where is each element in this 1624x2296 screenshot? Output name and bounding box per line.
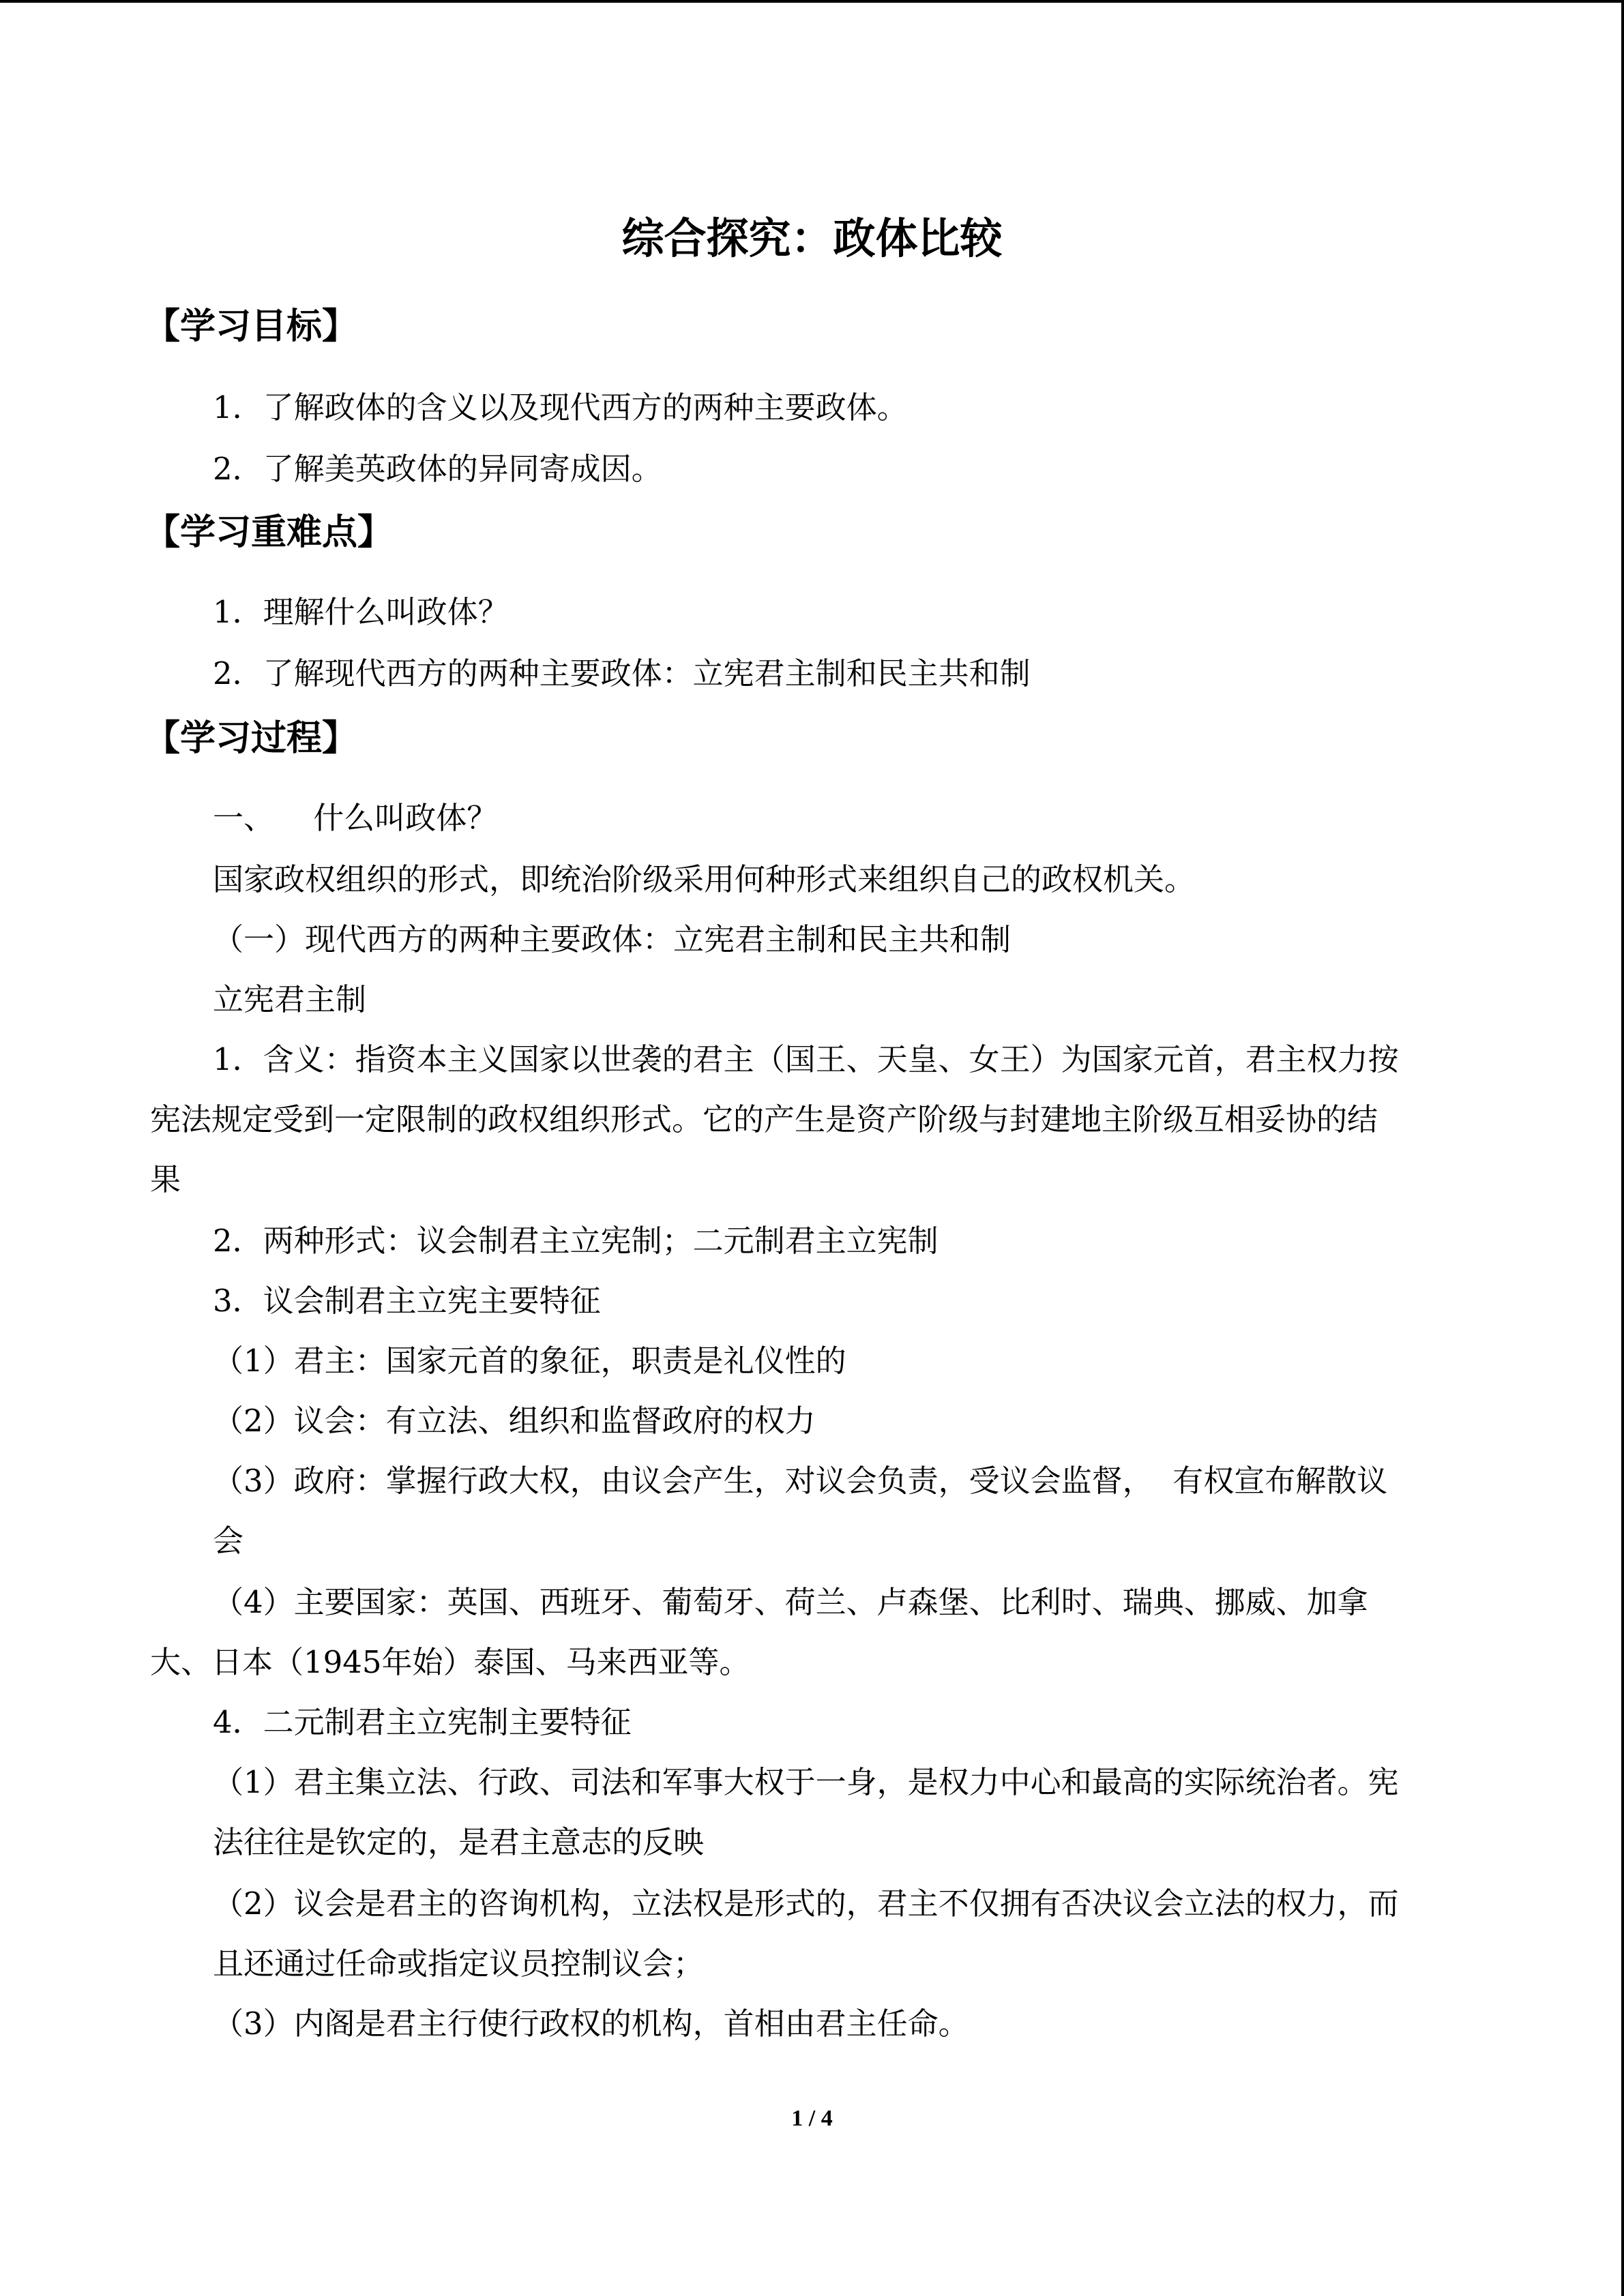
key-point-item-2: 2．了解现代西方的两种主要政体：立宪君主制和民主共和制 xyxy=(213,655,1031,691)
process-line-12: （3）政府：掌握行政大权，由议会产生，对议会负责，受议会监督， 有权宣布解散议 xyxy=(213,1463,1388,1499)
page-number: 1 / 4 xyxy=(791,2106,833,2131)
process-line-15: 大、日本（1945年始）泰国、马来西亚等。 xyxy=(150,1644,750,1680)
process-line-17: （1）君主集立法、行政、司法和军事大权于一身，是权力中心和最高的实际统治者。宪 xyxy=(213,1764,1399,1800)
process-line-7: 果 xyxy=(150,1161,181,1197)
process-line-13: 会 xyxy=(213,1523,244,1559)
page-title: 综合探究：政体比较 xyxy=(621,213,1003,263)
process-line-1: 一、 什么叫政体？ xyxy=(213,800,498,836)
process-line-10: （1）君主：国家元首的象征，职责是礼仪性的 xyxy=(213,1343,846,1379)
process-line-18: 法往往是钦定的，是君主意志的反映 xyxy=(213,1824,705,1860)
process-line-19: （2）议会是君主的咨询机构，立法权是形式的，君主不仅拥有否决议会立法的权力，而 xyxy=(213,1885,1399,1922)
objective-item-1: 1．了解政体的含义以及现代西方的两种主要政体。 xyxy=(213,389,908,426)
process-line-21: （3）内阁是君主行使行政权的机构，首相由君主任命。 xyxy=(213,2006,969,2042)
process-line-8: 2．两种形式：议会制君主立宪制；二元制君主立宪制 xyxy=(213,1223,939,1259)
page-border-right xyxy=(1621,0,1624,2296)
process-heading: 【学习过程】 xyxy=(145,718,358,759)
process-line-4: 立宪君主制 xyxy=(213,981,367,1017)
process-line-20: 且还通过任命或指定议员控制议会； xyxy=(213,1945,705,1982)
process-line-9: 3．议会制君主立宪主要特征 xyxy=(213,1283,601,1319)
process-line-11: （2）议会：有立法、组织和监督政府的权力 xyxy=(213,1403,816,1439)
process-line-6: 宪法规定受到一定限制的政权组织形式。它的产生是资产阶级与封建地主阶级互相妥协的结 xyxy=(150,1101,1378,1137)
objectives-heading: 【学习目标】 xyxy=(145,306,358,347)
process-line-14: （4）主要国家：英国、西班牙、葡萄牙、荷兰、卢森堡、比利时、瑞典、挪威、加拿 xyxy=(213,1584,1368,1620)
objective-item-2: 2．了解美英政体的异同寄成因。 xyxy=(213,451,662,487)
key-points-heading: 【学习重难点】 xyxy=(145,512,394,553)
process-line-2: 国家政权组织的形式，即统治阶级采用何种形式来组织自己的政权机关。 xyxy=(213,861,1196,897)
key-point-item-1: 1．理解什么叫政体？ xyxy=(213,594,509,630)
process-line-16: 4．二元制君主立宪制主要特征 xyxy=(213,1704,632,1740)
process-line-3: （一）现代西方的两种主要政体：立宪君主制和民主共和制 xyxy=(213,921,1012,957)
process-line-5: 1．含义：指资本主义国家以世袭的君主（国王、天皇、女王）为国家元首，君主权力按 xyxy=(213,1041,1399,1077)
page-border-top xyxy=(0,0,1624,3)
